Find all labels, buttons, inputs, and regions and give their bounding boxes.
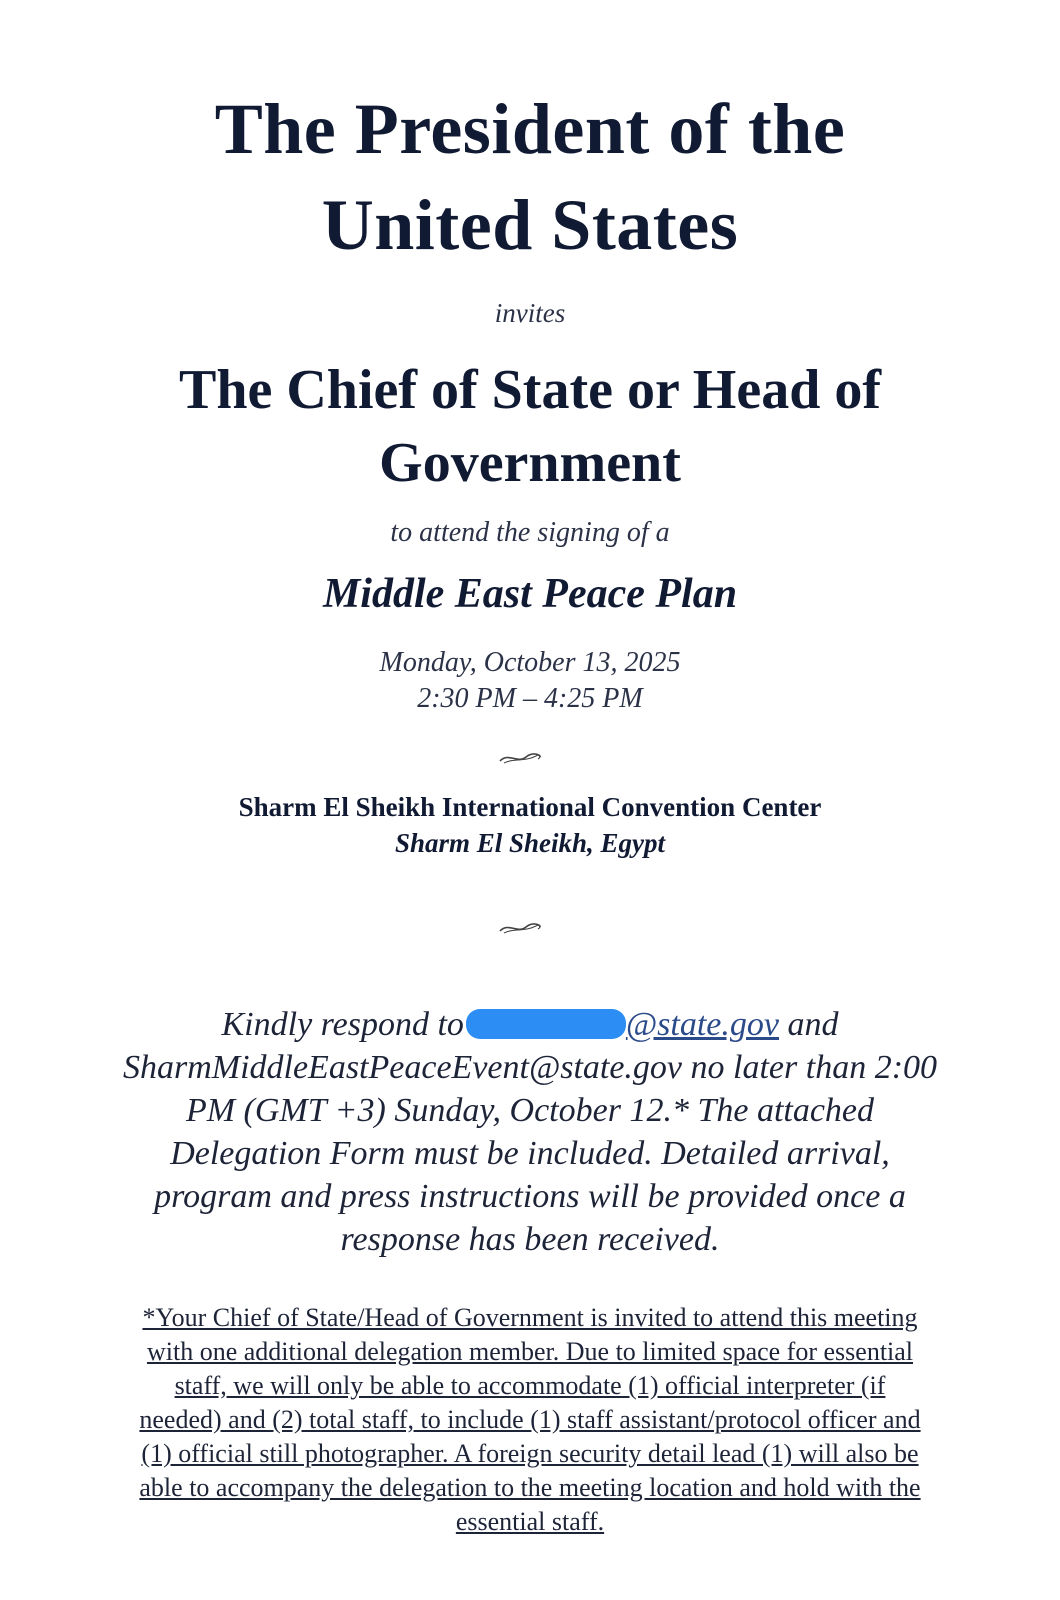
event-name: Middle East Peace Plan — [322, 571, 738, 617]
rsvp-prefix: Kindly respond to — [221, 1006, 464, 1043]
flourish-divider-icon — [496, 918, 544, 938]
rsvp-line-2: SharmMiddleEastPeaceEvent@state.gov no later than 2:00 — [122, 1049, 938, 1086]
rsvp-line-5: program and press instructions will be provided once a — [154, 1178, 906, 1215]
footnote-line-6: able to accompany the delegation to the meeting location and hold with the — [139, 1473, 921, 1502]
footnote-line-2: with one additional delegation member. Due to limited space for essential — [146, 1337, 914, 1366]
footnote-line-7: essential staff. — [455, 1507, 605, 1536]
event-time: 2:30 PM – 4:25 PM — [417, 683, 643, 714]
redacted-email-block — [466, 1009, 626, 1039]
footnote-line-4: needed) and (2) total staff, to include (1) staff assistant/protocol officer and — [139, 1405, 921, 1434]
rsvp-line-4: Delegation Form must be included. Detailed arrival, — [170, 1135, 890, 1172]
footnote-line-5: (1) official still photographer. A foreign security detail lead (1) will also be — [141, 1439, 919, 1468]
venue-city: Sharm El Sheikh, Egypt — [394, 828, 666, 858]
rsvp-line-6: response has been received. — [340, 1221, 720, 1258]
event-date: Monday, October 13, 2025 — [379, 647, 681, 678]
rsvp-suffix: and — [779, 1006, 839, 1043]
invites-text: invites — [494, 298, 566, 328]
title-line-1: The President of the — [214, 89, 846, 169]
rsvp-email-link[interactable]: @state.gov — [625, 1006, 779, 1043]
flourish-divider-icon — [496, 748, 544, 768]
purpose-text: to attend the signing of a — [390, 517, 670, 548]
guest-line-2: Government — [379, 432, 681, 494]
title-line-2: United States — [321, 185, 739, 265]
rsvp-line-3: PM (GMT +3) Sunday, October 12.* The attached — [185, 1092, 875, 1129]
footnote-line-1: *Your Chief of State/Head of Government is invited to attend this meeting — [142, 1303, 918, 1332]
rsvp-line-1 — [0, 1003, 1060, 1046]
guest-line-1: The Chief of State or Head of — [179, 359, 881, 421]
footnote-line-3: staff, we will only be able to accommodate (1) official interpreter (if — [174, 1371, 886, 1400]
venue-name: Sharm El Sheikh International Convention Center — [238, 792, 822, 822]
